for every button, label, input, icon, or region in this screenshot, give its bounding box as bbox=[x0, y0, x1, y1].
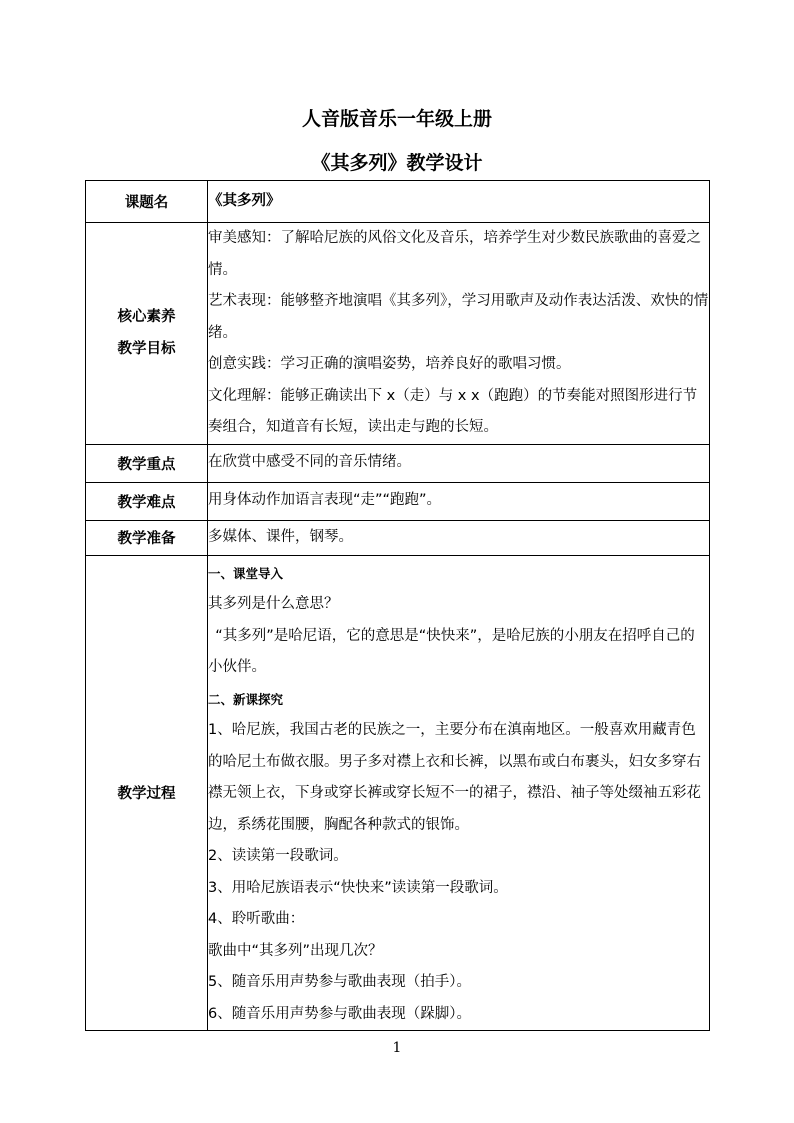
section-explore-title: 二、新课探究 bbox=[208, 691, 284, 707]
key-points-text: 在欣赏中感受不同的音乐情绪。 bbox=[208, 454, 411, 471]
goals-content bbox=[208, 223, 710, 445]
document-title: 人音版音乐一年级上册 bbox=[301, 108, 492, 130]
difficulties-label: 教学难点 bbox=[86, 482, 208, 520]
topic-text: 《其多列》 bbox=[208, 192, 281, 209]
goal-creative: 创意实践：学习正确的演唱姿势，培养良好的歌唱习惯。 bbox=[208, 356, 571, 372]
process-content bbox=[208, 555, 710, 1031]
goals-label bbox=[86, 223, 208, 445]
preparation-label: 教学准备 bbox=[86, 520, 208, 555]
key-points-value bbox=[208, 444, 710, 482]
process-label: 教学过程 bbox=[86, 555, 208, 1031]
key-points-label: 教学重点 bbox=[86, 444, 208, 482]
topic-label: 课题名 bbox=[86, 181, 208, 223]
table-row-preparation bbox=[86, 520, 710, 555]
explore-step-2: 2、读读第一段歌词。 bbox=[208, 848, 348, 864]
section-intro-title: 一、课堂导入 bbox=[208, 565, 284, 581]
explore-step-3: 3、用哈尼族语表示“快快来”读读第一段歌词。 bbox=[208, 879, 508, 896]
explore-step-4: 4、聆听歌曲： bbox=[208, 911, 305, 927]
preparation-text: 多媒体、课件，钢琴。 bbox=[208, 528, 353, 545]
goal-aesthetic: 审美感知：了解哈尼族的风俗文化及音乐，培养学生对少数民族歌曲的喜爱之情。 bbox=[208, 230, 701, 278]
explore-step-5: 5、随音乐用声势参与歌曲表现（拍手）。 bbox=[208, 974, 471, 990]
page-number: 1 bbox=[392, 1040, 402, 1056]
table-row-topic bbox=[86, 181, 710, 223]
document-subtitle: 《其多列》教学设计 bbox=[311, 152, 483, 174]
goal-artistic: 艺术表现：能够整齐地演唱《其多列》，学习用歌声及动作表达活泼、欢快的情绪。 bbox=[208, 293, 709, 341]
difficulties-value bbox=[208, 482, 710, 520]
difficulties-text: 用身体动作加语言表现“走”“跑跑”。 bbox=[208, 492, 442, 509]
section-intro-question: 其多列是什么意思？ bbox=[208, 596, 339, 612]
section-intro-answer: “其多列”是哈尼语，它的意思是“快快来”，是哈尼族的小朋友在招呼自己的小伙伴。 bbox=[208, 627, 695, 675]
table-row-goals bbox=[86, 223, 710, 445]
explore-step-4-question: 歌曲中“其多列”出现几次？ bbox=[208, 942, 383, 959]
goal-cultural: 文化理解：能够正确读出下 x（走）与 x x（跑跑）的节奏能对照图形进行节奏组合，知道音有长短，读出走与跑的长短。 bbox=[208, 387, 698, 435]
preparation-value bbox=[208, 520, 710, 555]
explore-step-6: 6、随音乐用声势参与歌曲表现（跺脚）。 bbox=[208, 1005, 471, 1022]
goals-label-line2: 教学目标 bbox=[117, 341, 176, 358]
table-row-key-points bbox=[86, 444, 710, 482]
goals-label-line1: 核心素养 bbox=[117, 309, 176, 326]
topic-value bbox=[208, 181, 710, 223]
explore-step-1: 1、哈尼族，我国古老的民族之一，主要分布在滇南地区。一般喜欢用藏青色的哈尼土布做衣服。男子多对襟上衣和长裤，以黑布或白布裹头，妇女多穿右襟无领上衣，下身或穿长裤或穿长短不一的裙子，襟沿、袖子等处缀袖五彩花边，系绣花围腰，胸配各种款式的银饰。 bbox=[208, 722, 701, 833]
lesson-plan-table bbox=[85, 180, 710, 1031]
table-row-difficulties bbox=[86, 482, 710, 520]
table-row-process bbox=[86, 555, 710, 1031]
